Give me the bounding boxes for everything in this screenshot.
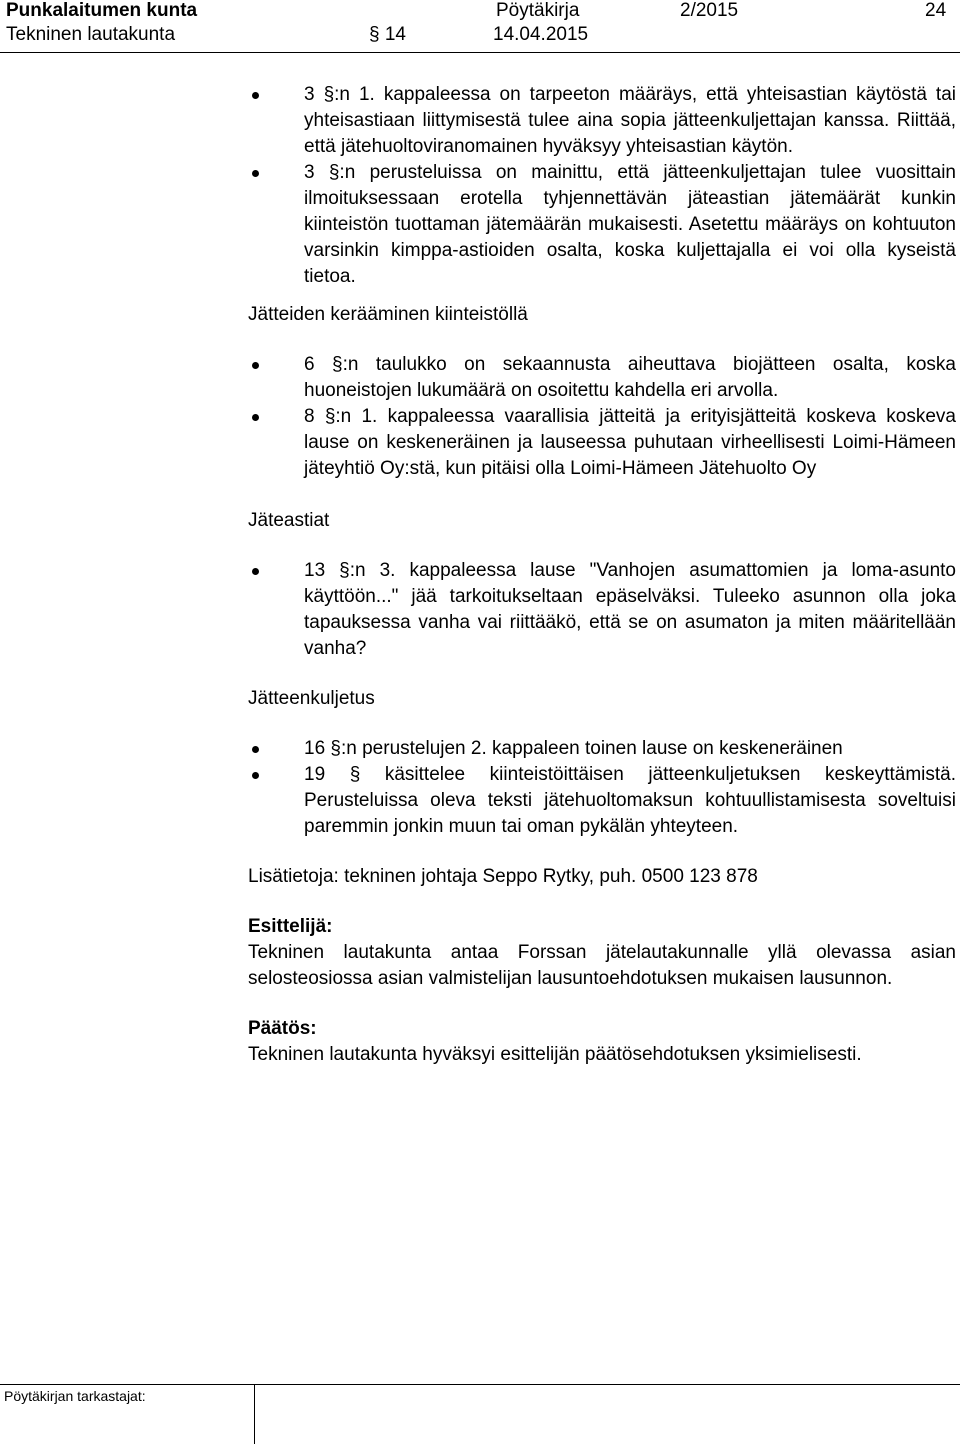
document-type: Pöytäkirja — [496, 0, 580, 21]
decision-text: Tekninen lautakunta hyväksyi esittelijän päätösehdotuksen yksimielisesti. — [248, 1044, 862, 1065]
list-item: 8 §:n 1. kappaleessa vaarallisia jätteitä ja erityisjätteitä koskeva koskeva lause on keskeneräinen ja lauseessa puhutaan virheellisesti Loimi-Hämeen jäteyhtiö Oy:stä, kun pitäisi olla Loimi-Hämeen Jätehuolto Oy — [248, 404, 956, 482]
bullet-list-1 — [248, 82, 956, 290]
list-item: 19 § käsittelee kiinteistöittäisen jätteenkuljetuksen keskeyttämistä. Perusteluissa oleva teksti jätehuoltomaksun kohtuullistamisesta soveltuisi paremmin jonkin muun tai oman pykälän yhteyteen. — [248, 762, 956, 840]
reviewers-label: Pöytäkirjan tarkastajat: — [4, 1388, 146, 1404]
meeting-date: 14.04.2015 — [493, 24, 589, 45]
section-heading: Jäteastiat — [248, 510, 330, 531]
list-item: 16 §:n perustelujen 2. kappaleen toinen lause on keskeneräinen — [248, 736, 956, 762]
document-header — [0, 0, 960, 24]
bullet-icon — [252, 362, 259, 369]
bullet-icon — [252, 92, 259, 99]
presenter-block — [248, 914, 956, 992]
list-item: 3 §:n 1. kappaleessa on tarpeeton määräys, että yhteisastian käytöstä tai yhteisastiaan liittymisestä tulee aina sopia jätteenkuljettajan kanssa. Riittää, että jätehuoltoviranomainen hyväksyy yhteisastian käytön. — [248, 82, 956, 160]
list-item: 3 §:n perusteluissa on mainittu, että jätteenkuljettajan tulee vuosittain ilmoituksessaan erotella tyhjennettävän jäteastian jätemäärät kunkin kiinteistön tuottaman jätemäärän mukaisesti. Asetettu määräys on kohtuuton varsinkin kimppa-astioiden osalta, koska kuljettajalla ei voi olla kyseistä tietoa. — [248, 160, 956, 290]
bullet-list-3 — [248, 558, 956, 662]
decision-block — [248, 1016, 956, 1068]
bullet-list-2 — [248, 352, 956, 482]
bullet-icon — [252, 772, 259, 779]
list-item: 6 §:n taulukko on sekaannusta aiheuttava biojätteen osalta, koska huoneistojen lukumäärä on osoitettu kahdella eri arvolla. — [248, 352, 956, 404]
document-number: 2/2015 — [680, 0, 739, 21]
bullet-icon — [252, 414, 259, 421]
section-heading: Jätteiden kerääminen kiinteistöllä — [248, 304, 528, 325]
paragraph-number: § 14 — [369, 24, 406, 45]
reviewers-box — [0, 1384, 255, 1444]
bullet-icon — [252, 746, 259, 753]
main-content — [248, 82, 956, 1068]
organization-name: Punkalaitumen kunta — [6, 0, 198, 21]
page-number: 24 — [925, 0, 947, 21]
committee-name: Tekninen lautakunta — [6, 24, 176, 45]
bullet-icon — [252, 170, 259, 177]
bullet-icon — [252, 568, 259, 575]
presenter-label: Esittelijä: — [248, 916, 333, 937]
decision-label: Päätös: — [248, 1018, 317, 1039]
contact-info: Lisätietoja: tekninen johtaja Seppo Rytky, puh. 0500 123 878 — [248, 866, 758, 887]
bullet-list-4 — [248, 736, 956, 840]
presenter-text: Tekninen lautakunta antaa Forssan jätelautakunnalle yllä olevassa asian selosteosiossa asian valmistelijan lausuntoehdotuksen mukaisen lausunnon. — [248, 942, 956, 989]
section-heading: Jätteenkuljetus — [248, 688, 375, 709]
list-item: 13 §:n 3. kappaleessa lause "Vanhojen asumattomien ja loma-asunto käyttöön..." jää tarkoitukseltaan epäselväksi. Tuleeko asunnon olla joka tapauksessa vanha vai riittääkö, että se on asumaton ja miten määritellään vanha? — [248, 558, 956, 662]
header-divider — [0, 52, 960, 53]
